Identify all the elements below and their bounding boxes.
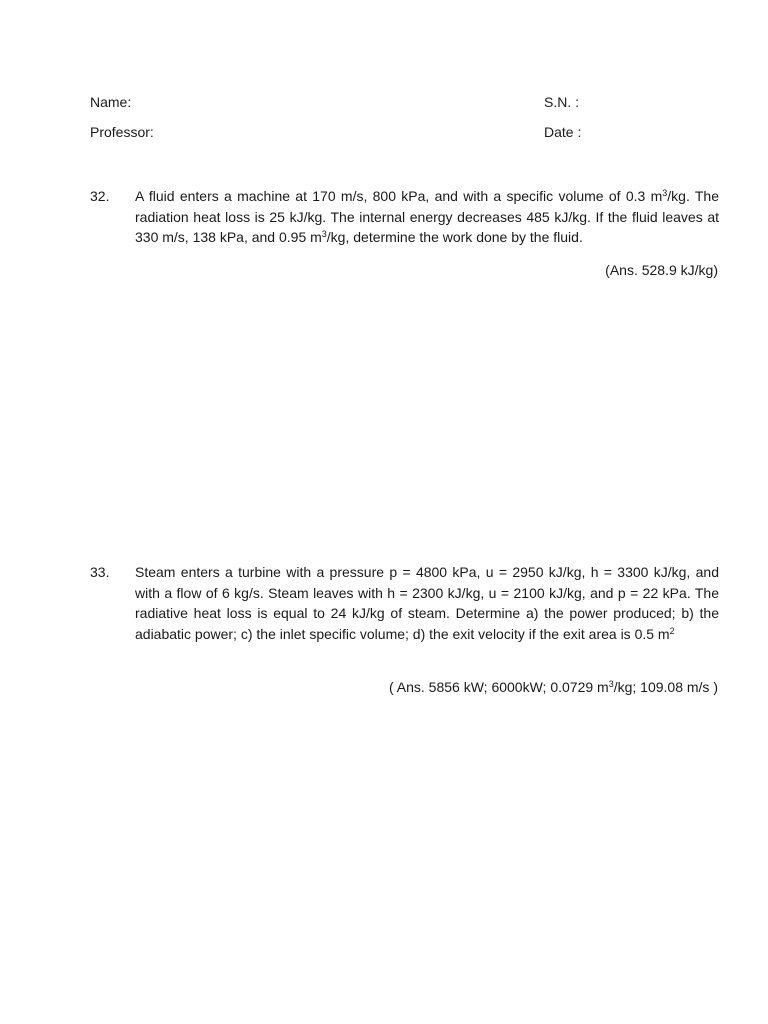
problem-text: A fluid enters a machine at 170 m/s, 800 kPa, and with a specific volume of 0.3 $m^3/kg$. The radiation heat loss is 25 kJ/kg. The internal energy decreases 485 kJ/kg. If the fluid leaves at 330 m/s, 138 kPa, and 0.95 $m^3/kg$, determine the work done by the fluid. xyxy=(135,188,719,246)
name-label: Name: xyxy=(90,94,132,110)
problem-answer: ( Ans. 5856 kW; 6000kW; 0.0729 $m^3/kg$; 109.08 m/s ) xyxy=(388,679,718,695)
problem-number: 32. xyxy=(90,188,110,204)
problem-answer: (Ans. 528.9 kJ/kg) xyxy=(605,262,718,278)
problem-text: Steam enters a turbine with a pressure p = 4800 kPa, u = 2950 kJ/kg, h = 3300 kJ/kg, and with a flow of 6 kg/s. Steam leaves with h = 2300 kJ/kg, u = 2100 kJ/kg, and p = 22 kPa. The radiative heat loss is equal to 24 kJ/kg of steam. Determine a) the power produced; b) the adiabatic power; c) the inlet specific volume; d) the exit velocity if the exit area is 0.5 $m^2$ xyxy=(135,564,719,643)
problem-number: 33. xyxy=(90,564,110,580)
sn-label: S.N. : xyxy=(544,94,580,110)
date-label: Date : xyxy=(544,124,582,140)
professor-label: Professor: xyxy=(90,124,154,140)
